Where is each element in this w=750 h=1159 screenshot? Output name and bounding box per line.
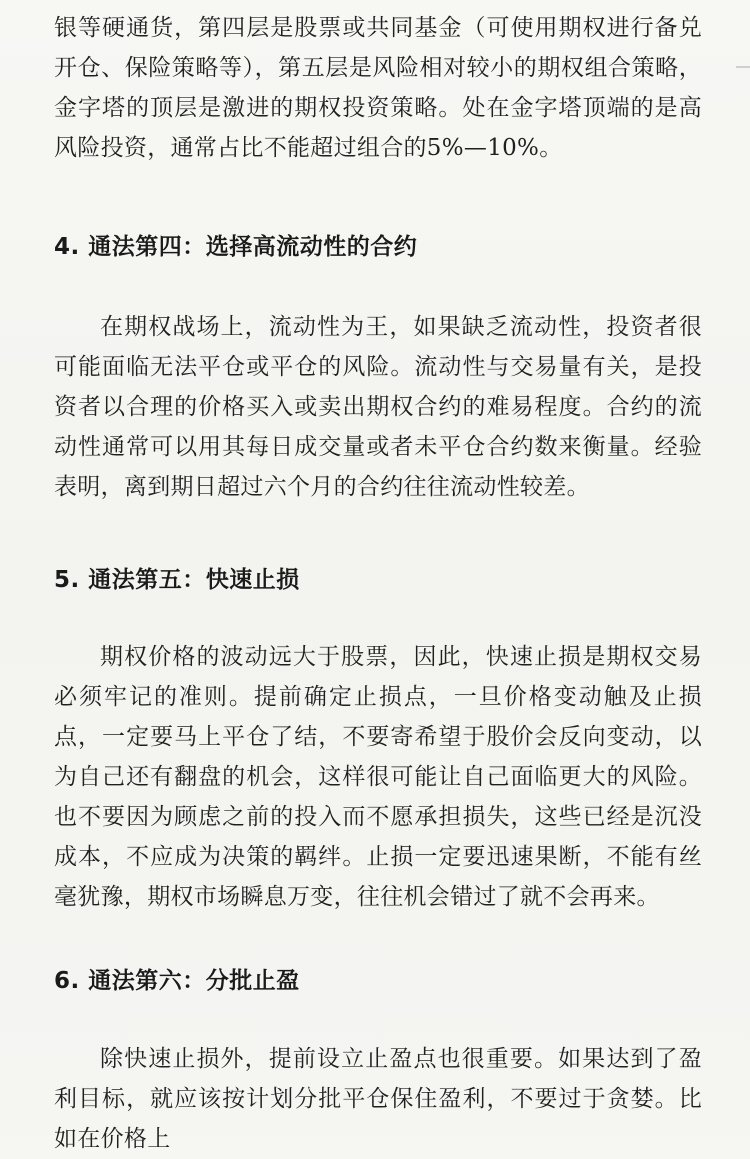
section-heading-6: 6. 通法第六：分批止盈 (54, 968, 300, 994)
paragraph-liquidity: 在期权战场上，流动性为王，如果缺乏流动性，投资者很可能面临无法平仓或平仓的风险。流动性与交易量有关，是投资者以合理的价格买入或卖出期权合约的难易程度。合约的流动性通常可以用其每日成交量或者未平仓合约数来衡量。经验表明，离到期日超过六个月的合约往往流动性较差。 (54, 314, 702, 500)
section-heading-4: 4. 通法第四：选择高流动性的合约 (54, 234, 418, 260)
section-heading-5: 5. 通法第五：快速止损 (54, 567, 300, 593)
paragraph-take-profit: 除快速止损外，提前设立止盈点也很重要。如果达到了盈利目标，就应该按计划分批平仓保住盈利，不要过于贪婪。比如在价格上 (54, 1046, 702, 1152)
paragraph-stop-loss: 期权价格的波动远大于股票，因此，快速止损是期权交易必须牢记的准则。提前确定止损点，一旦价格变动触及止损点，一定要马上平仓了结，不要寄希望于股价会反向变动，以为自己还有翻盘的机会，这样很可能让自己面临更大的风险。也不要因为顾虑之前的投入而不愿承担损失，这些已经是沉没成本，不应成为决策的羁绊。止损一定要迅速果断，不能有丝毫犹豫，期权市场瞬息万变，往往机会错过了就不会再来。 (54, 644, 702, 910)
paragraph-pyramid-continued: 银等硬通货，第四层是股票或共同基金（可使用期权进行备兑开仓、保险策略等），第五层是风险相对较小的期权组合策略，金字塔的顶层是激进的期权投资策略。处在金字塔顶端的是高风险投资，通常占比不能超过组合的5%—10%。 (54, 15, 702, 161)
margin-mark (736, 66, 750, 68)
